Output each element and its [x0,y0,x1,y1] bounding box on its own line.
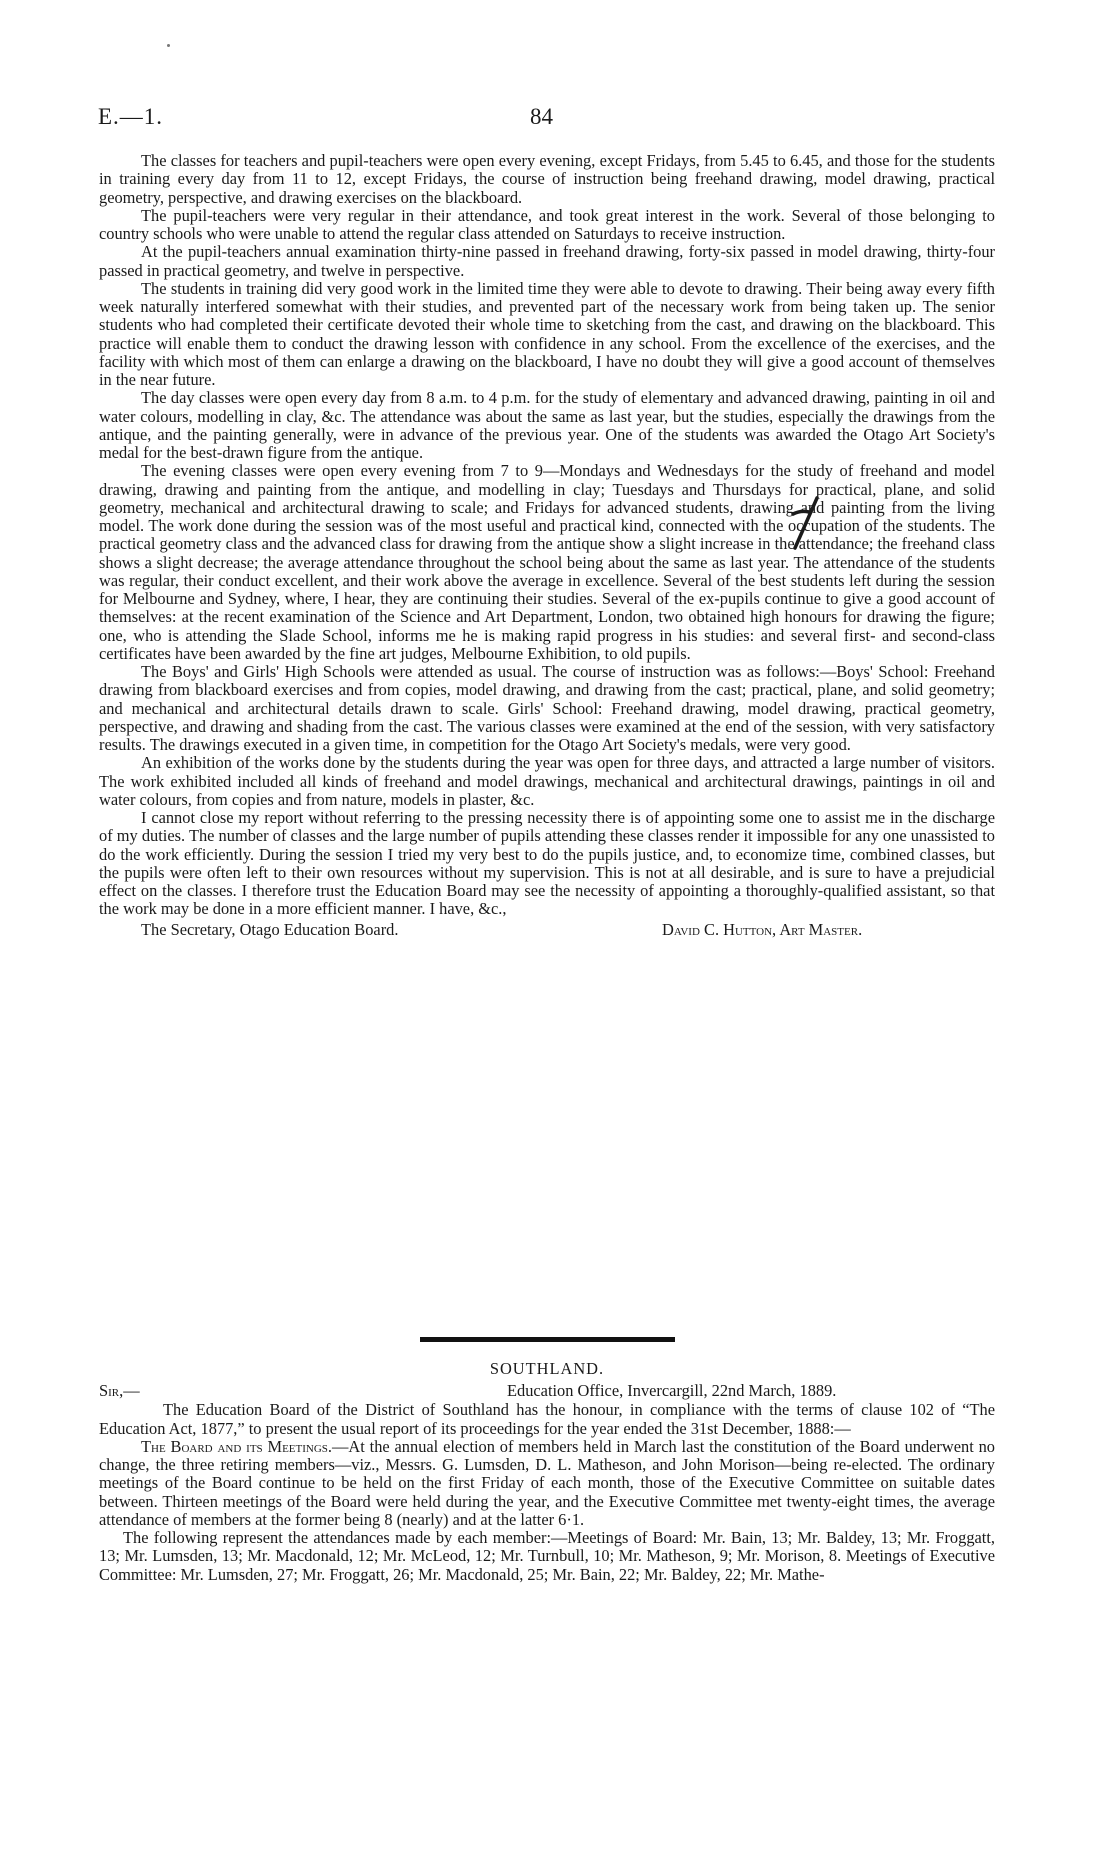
report-reference: E.—1. [98,104,164,129]
paragraph-southland-intro: The Education Board of the District of Southland has the honour, in compliance with the terms of clause 102 of “The Education Act, 1877,” to present the usual report of its proceedings for the year ended the 31st December, 1888:— [99,1400,995,1438]
signature: David C. Hutton, Art Master. [662,919,863,939]
section-divider [420,1337,675,1342]
paragraph-exhibition: An exhibition of the works done by the students during the year was open for three days, and attracted a large number of visitors. The work exhibited included all kinds of freehand and model drawings, mechanical and architectural drawings, paintings in oil and water colours, from copies and from nature, models in plaster, &c. [99,753,995,809]
paragraph-closing: I cannot close my report without referring to the pressing necessity there is of appointing some one to assist me in the discharge of my duties. The number of classes and the large number of pupils attending these classes render it impossible for any one unassisted to do the work efficiently. During the session I tried my very best to do the pupils justice, and, to economize time, combined classes, but the pupils were often left to their own resources without my supervision. This is not at all desirable, and is sure to have a prejudicial effect on the classes. I therefore trust the Education Board may see the necessity of appointing a thoroughly-qualified assistant, so that the work may be done in a more efficient manner. I have, &c., [99,808,995,919]
paragraph-attendances: The following represent the attendances made by each member:—Meetings of Board: Mr. Bain, 13; Mr. Baldey, 13; Mr. Froggatt, 13; Mr. Lumsden, 13; Mr. Macdonald, 12; Mr. McLeod, 12; Mr. Turnbull, 10; Mr. Matheson, 9; Mr. Morison, 8. Meetings of Executive Committee: Mr. Lumsden, 27; Mr. Froggatt, 26; Mr. Macdonald, 25; Mr. Bain, 22; Mr. Baldey, 22; Mr. Mathe- [99,1528,995,1584]
section-title-southland: SOUTHLAND. [489,1359,605,1378]
board-meetings-text: —At the annual election of members held in March last the constitution of the Board underwent no change, the three retiring members—viz., Messrs. G. Lumsden, D. L. Matheson, and John Morison—being re-elected. The ordinary meetings of the Board continue to be held on the first Friday of each month, those of the Executive Committee on suitable dates between. Thirteen meetings of the Board were held during the year, and the Executive Committee met twenty-eight times, the average attendance of members at the former being 8 (nearly) and at the latter 6·1. [99,1436,995,1529]
salutation: Sir,— [99,1381,140,1401]
board-meetings-heading: The Board and its Meetings. [141,1436,333,1456]
salutation-row [99,1382,995,1401]
page-number: 84 [530,104,553,129]
paragraph-high-schools: The Boys' and Girls' High Schools were attended as usual. The course of instruction was as follows:—Boys' School: Freehand drawing from blackboard exercises and from copies, model drawing, and drawing from the cast; practical, plane, and solid geometry; and mechanical and architectural details drawn to scale. Girls' School: Freehand drawing, model drawing, practical geometry, perspective, and drawing and shading from the cast. The various classes were examined at the end of the session, with very satisfactory results. The drawings executed in a given time, in competition for the Otago Art Society's medals, were very good. [99,662,995,754]
scan-speck [167,44,170,47]
paragraph-students-in-training: The students in training did very good work in the limited time they were able to devote to drawing. Their being away every fifth week naturally interfered somewhat with their studies, and prevented part of the necessary work from being taken up. The senior students who had completed their certificate devoted their whole time to sketching from the cast, and drawing on the blackboard. This practice will enable them to conduct the drawing lesson with confidence in any school. From the excellence of the exercises, and the facility with which most of them can enlarge a drawing on the blackboard, I have no doubt they will give a good account of themselves in the near future. [99,278,995,389]
pen-stroke-mark [787,496,821,552]
paragraph-day-classes: The day classes were open every day from 8 a.m. to 4 p.m. for the study of elementary and advanced drawing, painting in oil and water colours, modelling in clay, &c. The attendance was about the same as last year, but the studies, especially the drawings from the antique, and the painting generally, were in advance of the previous year. One of the students was awarded the Otago Art Society's medal for the best-drawn figure from the antique. [99,388,995,462]
paragraph-teacher-classes: The classes for teachers and pupil-teachers were open every evening, except Fridays, from 5.45 to 6.45, and those for the students in training every day from 11 to 12, except Fridays, the course of instruction being freehand drawing, model drawing, practical geometry, perspective, and drawing exercises on the blackboard. [99,151,995,207]
paragraph-pupil-teacher-attendance: The pupil-teachers were very regular in their attendance, and took great interest in the work. Several of those belonging to country schools who were unable to attend the regular class attended on Saturdays to receive instruction. [99,205,995,243]
signoff-row [99,921,995,941]
paragraph-pupil-teacher-exam: At the pupil-teachers annual examination thirty-nine passed in freehand drawing, forty-six passed in model drawing, thirty-four passed in practical geometry, and twelve in perspective. [99,242,995,280]
paragraph-board-meetings [99,1438,995,1529]
art-master-report [99,152,995,941]
addressee: The Secretary, Otago Education Board. [141,919,399,939]
dateline: Education Office, Invercargill, 22nd March, 1889. [507,1381,837,1401]
paragraph-evening-classes: The evening classes were open every evening from 7 to 9—Mondays and Wednesdays for the study of freehand and model drawing, drawing and painting from the antique, and modelling in clay; Tuesdays and Thursdays for practical, plane, and solid geometry, mechanical and architectural drawing to scale; and Fridays for advanced students, drawing and painting from the living model. The work done during the session was of the most useful and practical kind, connected with the occupation of the students. The practical geometry class and the advanced class for drawing from the antique show a slight increase in the attendance; the freehand class shows a slight decrease; the average attendance throughout the school being about the same as last year. The attendance of the students was regular, their conduct excellent, and their work above the average in excellence. Several of the best students left during the session for Melbourne and Sydney, where, I hear, they are continuing their studies. Several of the ex-pupils continue to give a good account of themselves: at the recent examination of the Science and Art Department, London, two obtained high honours for drawing the figure; one, who is attending the Slade School, informs me he is making rapid progress in his studies: and several first- and second-class certificates have been awarded by the fine art judges, Melbourne Exhibition, to old pupils. [99,461,995,663]
southland-report [99,1360,995,1584]
